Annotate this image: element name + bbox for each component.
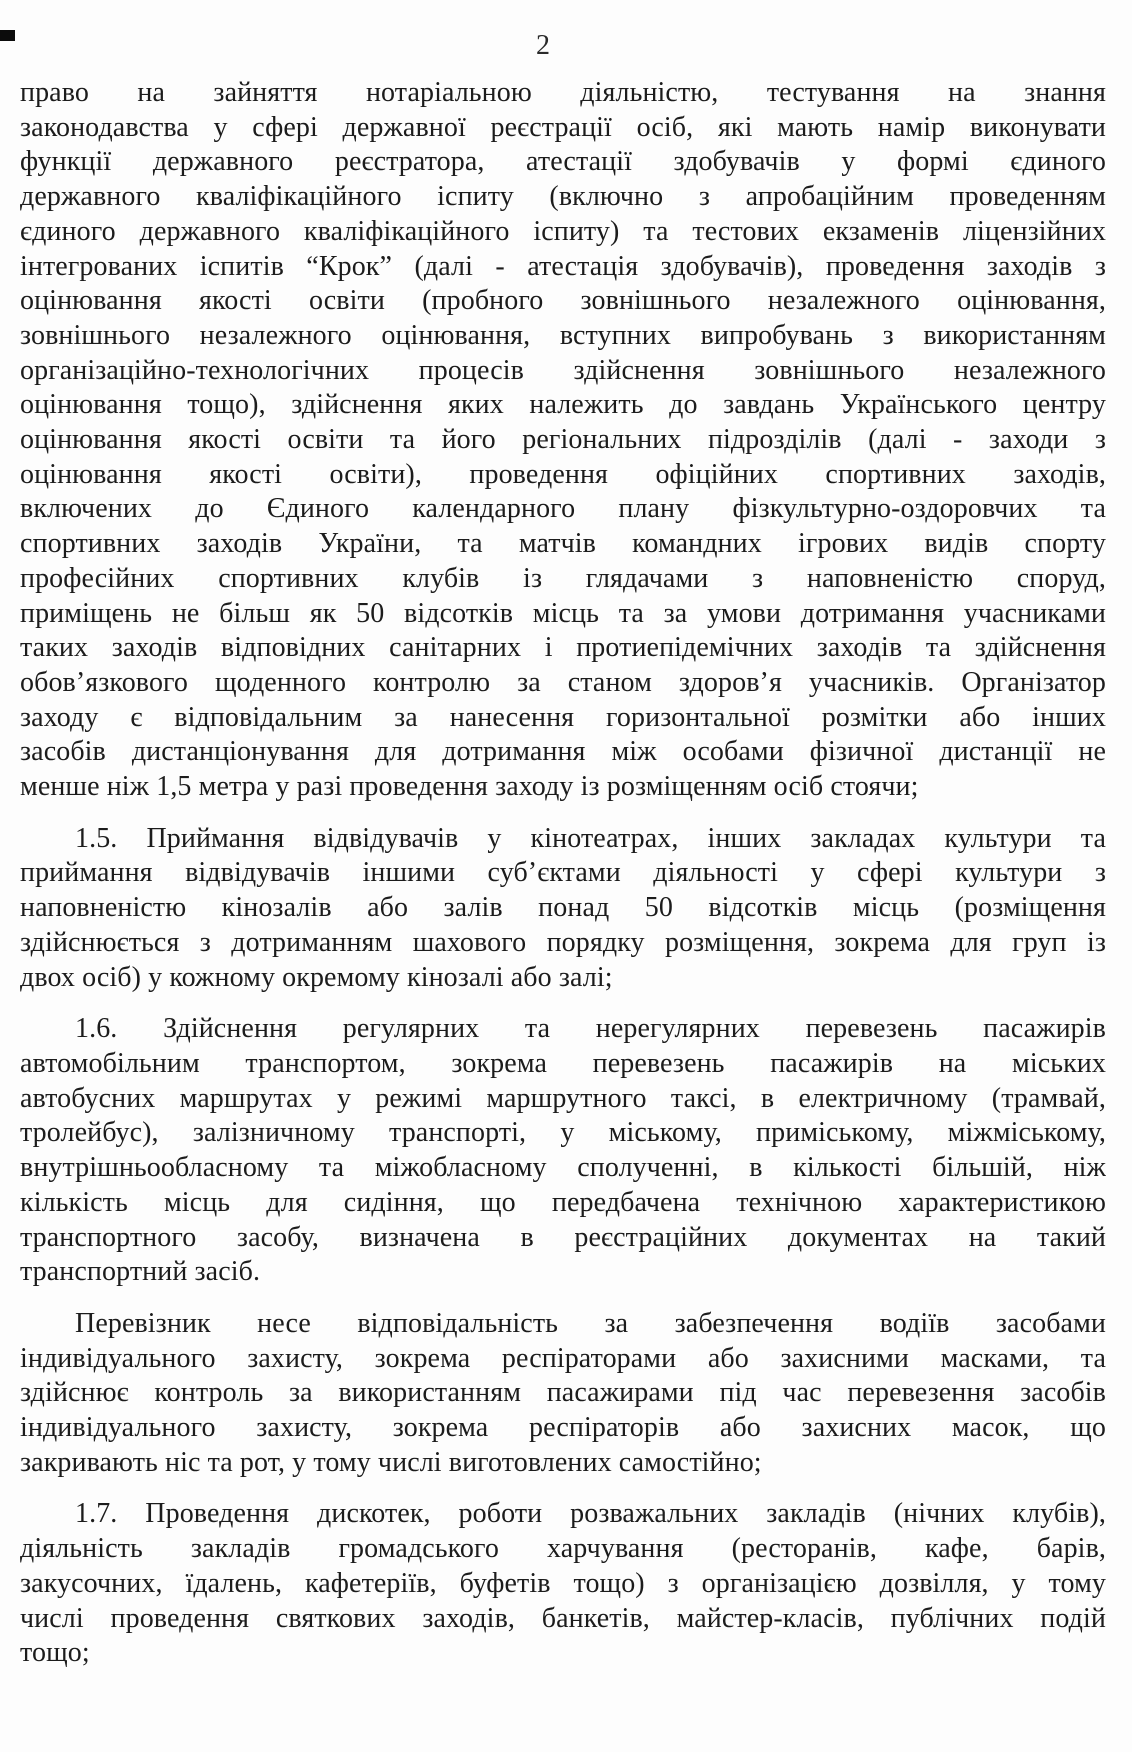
text-line: обов’язкового щоденного контролю за станом здоров’я учасників. Організатор xyxy=(20,666,1106,698)
text-line: організаційно-технологічних процесів здійснення зовнішнього незалежного xyxy=(20,354,1106,386)
text-line: транспортний засіб. xyxy=(20,1256,261,1288)
text-line: 1.6. Здійснення регулярних та нерегулярних перевезень пасажирів xyxy=(75,1013,1106,1045)
text-line: таких заходів відповідних санітарних і протиепідемічних заходів та здійснення xyxy=(20,632,1106,664)
text-line: спортивних заходів України, та матчів командних ігрових видів спорту xyxy=(20,528,1106,560)
text-line: закусочних, їдалень, кафетеріїв, буфетів тощо) з організацією дозвілля, у тому xyxy=(20,1567,1106,1599)
text-line: професійних спортивних клубів із глядачами з наповненістю споруд, xyxy=(20,562,1106,594)
text-line: двох осіб) у кожному окремому кінозалі або залі; xyxy=(20,961,613,993)
text-line: заходу є відповідальним за нанесення горизонтальної розмітки або інших xyxy=(20,701,1106,733)
paragraph xyxy=(20,1307,1106,1481)
text-line: приймання відвідувачів іншими суб’єктами діяльності у сфері культури з xyxy=(20,857,1106,889)
text-line: здійснюється з дотриманням шахового порядку розміщення, зокрема для груп із xyxy=(20,926,1106,958)
text-line: 1.7. Проведення дискотек, роботи розважальних закладів (нічних клубів), xyxy=(75,1498,1106,1530)
text-line: діяльність закладів громадського харчування (ресторанів, кафе, барів, xyxy=(20,1533,1106,1565)
text-line: кількість місць для сидіння, що передбачена технічною характеристикою xyxy=(20,1186,1106,1218)
scanned-page xyxy=(0,30,1132,1752)
text-line: оцінювання якості освіти та його регіональних підрозділів (далі - заходи з xyxy=(20,424,1106,456)
text-line: тощо; xyxy=(20,1637,90,1669)
text-line: наповненістю кінозалів або залів понад 50 відсотків місць (розміщення xyxy=(20,892,1106,924)
document-body xyxy=(20,76,1106,1671)
text-line: менше ніж 1,5 метра у разі проведення заходу із розміщенням осіб стоячи; xyxy=(20,771,919,803)
text-line: автобусних маршрутах у режимі маршрутного таксі, в електричному (трамвай, xyxy=(20,1082,1106,1114)
paragraph xyxy=(20,1497,1106,1671)
text-line: індивідуального захисту, зокрема респіраторами або захисними масками, та xyxy=(20,1342,1106,1374)
text-line: внутрішньообласному та міжобласному сполученні, в кількості більшій, ніж xyxy=(20,1152,1106,1184)
paragraph xyxy=(20,76,1106,805)
text-line: право на зайняття нотаріальною діяльністю, тестування на знання xyxy=(20,77,1106,108)
page-number: 2 xyxy=(536,30,550,61)
text-line: приміщень не більш як 50 відсотків місць та за умови дотримання учасниками xyxy=(20,597,1106,629)
paragraph xyxy=(20,1012,1106,1290)
text-line: інтегрованих іспитів “Крок” (далі - атестація здобувачів), проведення заходів з xyxy=(20,250,1106,282)
text-line: законодавства у сфері державної реєстрації осіб, які мають намір виконувати xyxy=(20,111,1106,143)
text-line: транспортного засобу, визначена в реєстраційних документах на такий xyxy=(20,1221,1106,1253)
text-line: функції державного реєстратора, атестації здобувачів у формі єдиного xyxy=(20,146,1106,178)
text-line: зовнішнього незалежного оцінювання, вступних випробувань з використанням xyxy=(20,319,1106,351)
text-line: індивідуального захисту, зокрема респіраторів або захисних масок, що xyxy=(20,1412,1106,1444)
text-line: Перевізник несе відповідальність за забезпечення водіїв засобами xyxy=(75,1307,1106,1339)
text-line: державного кваліфікаційного іспиту (включно з апробаційним проведенням xyxy=(20,181,1106,213)
text-line: оцінювання якості освіти), проведення офіційних спортивних заходів, xyxy=(20,458,1106,490)
text-line: тролейбус), залізничному транспорті, у міському, приміському, міжміському, xyxy=(20,1117,1106,1149)
text-line: 1.5. Приймання відвідувачів у кінотеатрах, інших закладах культури та xyxy=(75,822,1106,854)
text-line: закривають ніс та рот, у тому числі виготовлених самостійно; xyxy=(20,1446,762,1478)
text-line: оцінювання тощо), здійснення яких належить до завдань Українського центру xyxy=(20,389,1106,421)
text-line: засобів дистанціонування для дотримання між особами фізичної дистанції не xyxy=(20,736,1106,768)
text-line: здійснює контроль за використанням пасажирами під час перевезення засобів xyxy=(20,1377,1106,1409)
text-line: єдиного державного кваліфікаційного іспиту) та тестових екзаменів ліцензійних xyxy=(20,215,1106,247)
text-line: числі проведення святкових заходів, банкетів, майстер-класів, публічних подій xyxy=(20,1602,1106,1634)
text-line: автомобільним транспортом, зокрема перевезень пасажирів на міських xyxy=(20,1047,1106,1079)
paragraph xyxy=(20,822,1106,996)
text-line: включених до Єдиного календарного плану фізкультурно-оздоровчих та xyxy=(20,493,1106,525)
text-line: оцінювання якості освіти (пробного зовнішнього незалежного оцінювання, xyxy=(20,285,1106,317)
